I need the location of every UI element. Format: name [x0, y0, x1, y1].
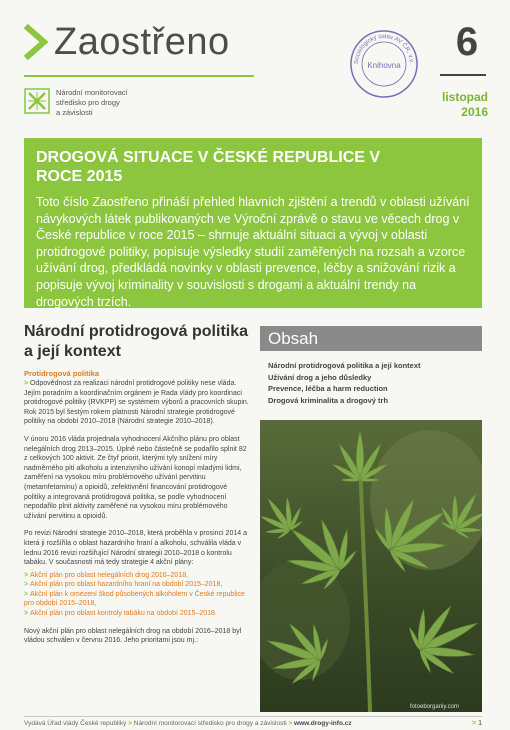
org-line: středisko pro drogy: [56, 98, 120, 107]
banner-text: Toto číslo Zaostřeno přináší přehled hlavních zjištění a trendů v oblasti užívání návykových látek publikovaných ve Výroční zprávě o stavu ve věcech drog v České republice v roce 2015 – shrnuje aktuální situaci a vývoj v oblasti protidrogové politiky, popisuje výsledky studií zaměřených na rozsah a vzorce užívání drog, předkládá novinky v oblasti prevence, léčby a snižování rizik a popisuje vývoj kriminality v souvislosti s drogami a aktuální trendy na drogových trzích.: [36, 195, 470, 309]
list-item-text: Akční plán pro oblast kontroly tabáku na období 2015–2018.: [30, 610, 217, 618]
list-item[interactable]: [24, 580, 250, 590]
page-number: [462, 720, 482, 727]
stamp-text-top: Sociologický ústav AV ČR, v.v.: [353, 33, 415, 65]
arrow-icon: >: [288, 720, 295, 727]
list-item-text: Akční plán pro oblast hazardního hraní na období 2015–2018,: [30, 581, 223, 589]
list-item-text: Akční plán pro oblast nelegálních drog 2016–2018,: [30, 571, 189, 579]
library-stamp: [348, 28, 420, 100]
arrow-icon: >: [24, 581, 31, 589]
list-item[interactable]: [24, 609, 250, 619]
toc-item[interactable]: Prevence, léčba a harm reduction: [268, 384, 388, 393]
org-block: [24, 88, 156, 118]
photo-credit: fotoeborganiy.com: [410, 704, 459, 710]
banner-title: DROGOVÁ SITUACE V ČESKÉ REPUBLICE V ROCE 2015: [36, 149, 381, 185]
toc-heading: Obsah: [260, 326, 482, 351]
stamp-text-center: Knihovna: [367, 61, 401, 70]
paragraph-text: Odpovědnost za realizaci národní protidrogové politiky nese vláda. Jejím poradním a koordinačním orgánem je Rada vlády pro koordinaci protidrogové politiky (RVKPP) se systémem výborů a pracovních skupin. Rok 2015 byl šestým rokem platnosti Národní strategie protidrogové politiky na období 2010–2018 (Národní strategie 2010–2018).: [24, 380, 249, 426]
article-paragraph: Po revizi Národní strategie 2010–2018, která proběhla v prosinci 2014 a která ji rozšířila o oblast hazardního hraní a alkoholu, schválila vláda v lednu 2016 revizi rozšiřující Národní strategii 2010–2018 o kontrolu tabáku. V současnosti má tedy strategie 4 akční plány:: [24, 530, 247, 567]
footer-url-link[interactable]: www.drogy-info.cz: [294, 720, 352, 727]
issue-number: 6: [455, 20, 479, 64]
article-paragraph: V únoru 2016 vláda projednala vyhodnocení Akčního plánu pro oblast nelegálních drog 2013–2015. Úplně nebo částečně se podařilo splnit 82 z celkových 100 aktivit. Ze čtyř priorit, kterými tyly snížení míry nadměrného pití alkoholu a intenzivního užívání konopí mladými lidmi, zaměření na vysokou míru problémového užívání pervitinu (metamfetaminu) a opioidů, zefektivnění financování protidrogové politiky a integrovaná protidrogová politika, se podle vyhodnocení nepodařilo plnit aktivity zaměřené na vysokou míru problémového užívání pervitinu a opioidů.: [24, 435, 247, 520]
footer: [24, 720, 424, 727]
org-line: Národní monitorovací: [56, 88, 128, 97]
article-paragraph: Nový akční plán pro oblast nelegálních drog na období 2016–2018 byl vládou schválen v červnu 2016. Jeho prioritami jsou mj.:: [24, 627, 242, 645]
article-heading: Národní protidrogová politika a její kontext: [24, 323, 249, 360]
list-item-text: Akční plán k omezení škod působených alkoholem v České republice pro období 2015–2018,: [24, 590, 245, 608]
title-rule: [24, 75, 254, 77]
toc-item[interactable]: Užívání drog a jeho důsledky: [268, 372, 372, 382]
publication-title: Zaostřeno: [54, 21, 230, 63]
cannabis-photo: [260, 420, 482, 712]
article-subheading: Protidrogová politika: [24, 369, 100, 378]
arrow-icon: >: [24, 610, 31, 618]
article-paragraph: [24, 379, 250, 427]
list-item[interactable]: [24, 590, 250, 609]
list-item[interactable]: [24, 571, 250, 581]
brand-header: [24, 22, 230, 62]
nms-logo-icon: [24, 88, 50, 114]
toc-list: [268, 360, 482, 406]
footer-publisher: Vydává Úřad vlády České republiky: [24, 720, 127, 727]
page-number-value: 1: [478, 720, 482, 727]
issue-rule: [440, 74, 486, 76]
org-name: [56, 88, 156, 118]
toc-item[interactable]: Drogová kriminalita a drogový trh: [268, 395, 389, 405]
intro-banner: [24, 138, 482, 308]
toc-item[interactable]: Národní protidrogová politika a její kontext: [268, 361, 421, 370]
arrow-icon: >: [24, 590, 31, 598]
footer-divider: [24, 716, 482, 717]
arrow-icon: >: [24, 571, 31, 579]
arrow-icon: >: [472, 720, 479, 727]
footer-org: Národní monitorovací středisko pro drogy a závislosti: [133, 720, 287, 727]
arrow-icon: >: [24, 380, 31, 387]
article: [24, 322, 250, 646]
chevron-right-icon: [24, 22, 50, 62]
org-line: a závislosti: [56, 108, 93, 117]
issue-month: listopad: [441, 90, 488, 104]
action-plan-list: [24, 571, 250, 619]
arrow-icon: >: [128, 720, 134, 727]
svg-text:Sociologický ústav AV ČR, v.v.: [348, 28, 414, 64]
issue-year: 2016: [461, 105, 488, 119]
